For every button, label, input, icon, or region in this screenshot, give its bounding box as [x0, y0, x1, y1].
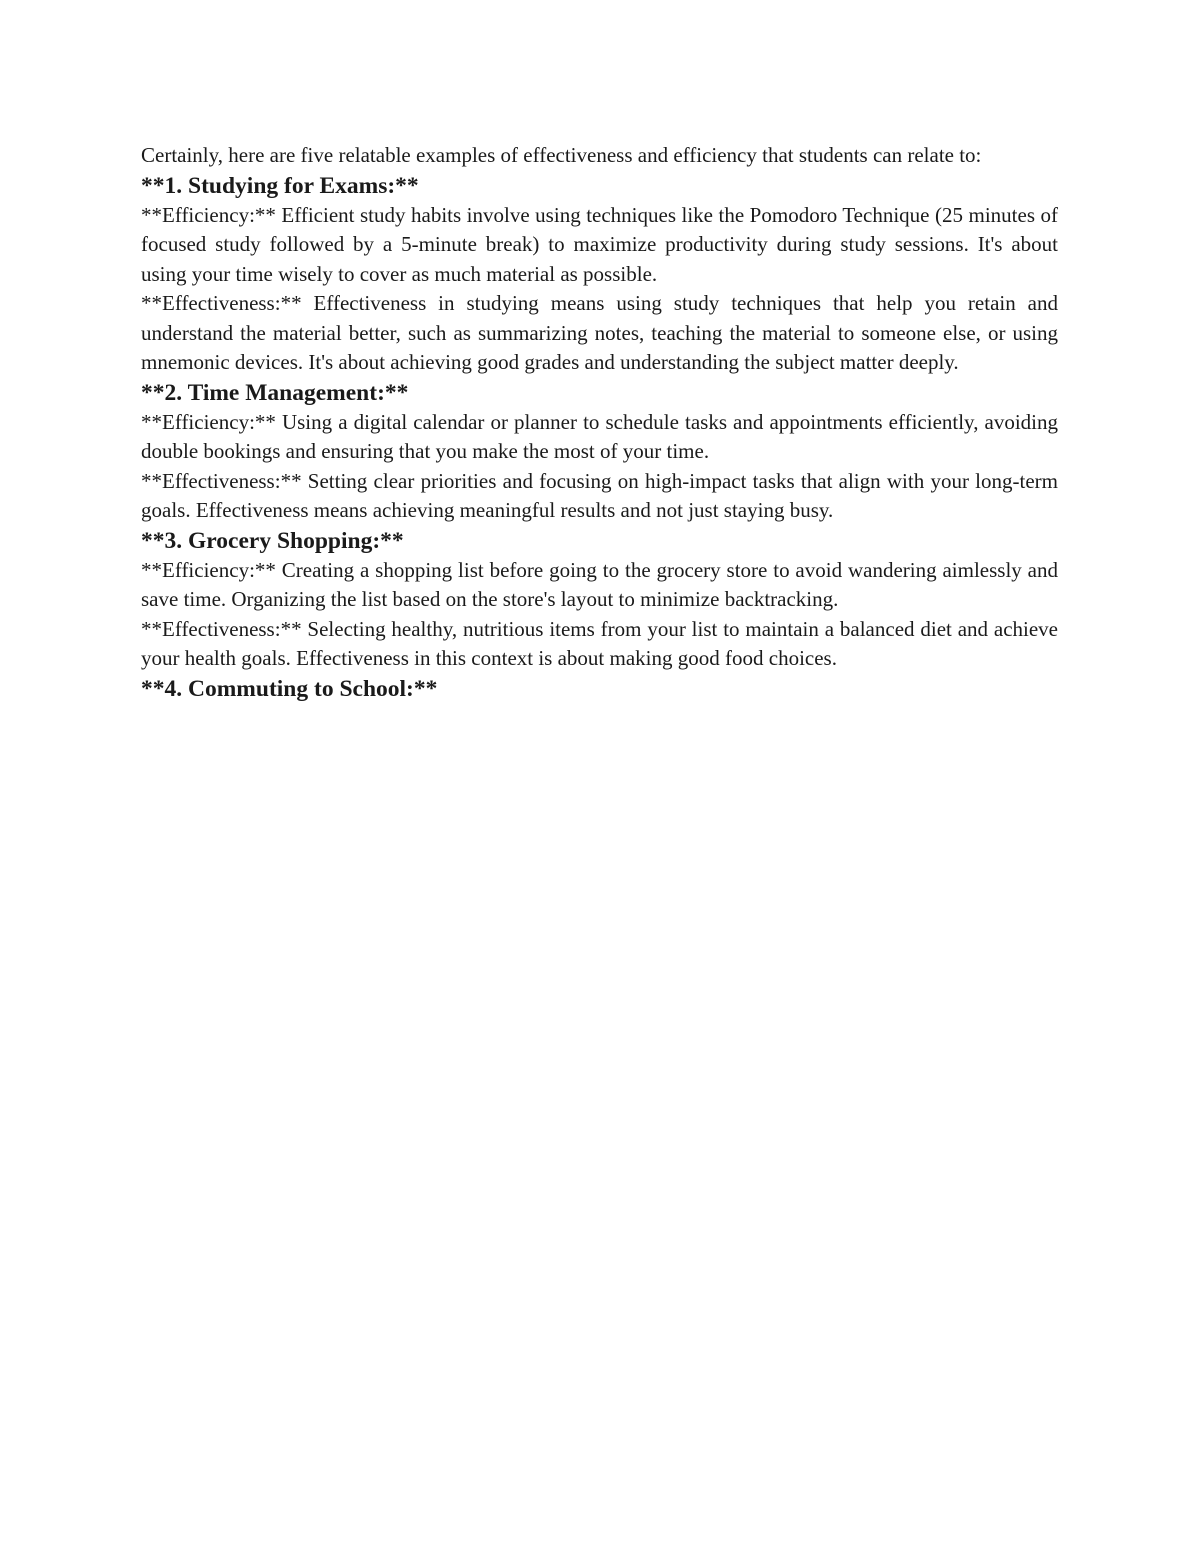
section-heading-studying-for-exams: **1. Studying for Exams:** — [141, 172, 419, 199]
effectiveness-paragraph: **Effectiveness:** Setting clear priorities and focusing on high-impact tasks that align with your long-term goals. Effectiveness means achieving meaningful results and not just staying busy. — [141, 468, 1058, 522]
intro-paragraph: Certainly, here are five relatable examples of effectiveness and efficiency that students can relate to: — [141, 143, 982, 167]
section-heading-commuting-to-school: **4. Commuting to School:** — [141, 675, 438, 702]
efficiency-paragraph: **Efficiency:** Using a digital calendar or planner to schedule tasks and appointments efficiently, avoiding double bookings and ensuring that you make the most of your time. — [141, 409, 1058, 463]
section-heading-time-management: **2. Time Management:** — [141, 379, 409, 406]
effectiveness-paragraph: **Effectiveness:** Selecting healthy, nutritious items from your list to maintain a balanced diet and achieve your health goals. Effectiveness in this context is about making good food choices. — [141, 616, 1058, 670]
section-heading-grocery-shopping: **3. Grocery Shopping:** — [141, 527, 404, 554]
document-content — [141, 141, 1058, 704]
efficiency-paragraph: **Efficiency:** Efficient study habits involve using techniques like the Pomodoro Technique (25 minutes of focused study followed by a 5-minute break) to maximize productivity during study sessions. It's about using your time wisely to cover as much material as possible. — [141, 202, 1058, 286]
effectiveness-paragraph: **Effectiveness:** Effectiveness in studying means using study techniques that help you retain and understand the material better, such as summarizing notes, teaching the material to someone else, or using mnemonic devices. It's about achieving good grades and understanding the subject matter deeply. — [141, 291, 1058, 374]
efficiency-paragraph: **Efficiency:** Creating a shopping list before going to the grocery store to avoid wandering aimlessly and save time. Organizing the list based on the store's layout to minimize backtracking. — [141, 557, 1058, 611]
